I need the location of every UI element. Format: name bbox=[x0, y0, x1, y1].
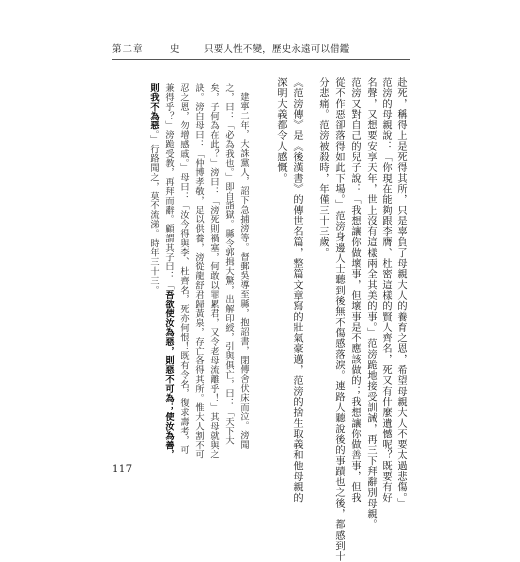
quote-line: 忍之恩，勿增感戚。」母曰：「汝今得與李、杜齊名，死亦何恨！既有令名，復求壽考，可 bbox=[178, 83, 189, 455]
body-line: 分悲痛。范滂被殺時，年僅三十三歲。 bbox=[317, 77, 328, 259]
quote-emphasis: 則我不為惡 bbox=[148, 83, 159, 130]
quote-emphasis: 吾欲使汝為惡，則惡不可為；使汝為善， bbox=[163, 289, 174, 460]
body-line: 從不作惡卻落得如此下場。」范滂身邊人士聽到後無不傷感落淚。連路人聽說後的事蹟也之後，都感到十 bbox=[333, 77, 344, 562]
body-line: 深明大義都令人感慨。 bbox=[275, 77, 286, 184]
body-line: 范滂又對自己的兒子說：「我想讓你做壞事，但壞事是不應該做的；我想讓你做善事，但我 bbox=[349, 77, 360, 503]
quote-line: 兼得乎？」滂跪受教，再拜而辭。顧謂其子曰：「吾欲使汝為惡，則惡不可為；使汝為善， bbox=[163, 83, 174, 460]
body-line: 赴死，稱得上是死得其所，只是辜負了母親大人的養育之恩，希望母親大人不要太過悲傷。」 bbox=[395, 77, 406, 509]
quote-line: 矣，子何為在此？」滂曰：「滂死則禍塞，何敢以罪累君，又令老母流離乎！」其母就與之 bbox=[208, 83, 219, 459]
quote-line: 之，曰：「必為我也。」即自詣獄。縣令郭揖大驚，出解印綬，引與俱亡，曰：「天下大 bbox=[223, 83, 234, 445]
header-title: 只要人性不變，歷史永遠可以借鑑 bbox=[204, 44, 350, 55]
body-line: 范滂的母親說：「你現在能夠跟李膺、杜密這樣的賢人齊名，死又有什麼遺憾呢？既要有好 bbox=[380, 77, 391, 503]
quote-line: 則我不為惡。」行路聞之，莫不流涕。時年三十三。 bbox=[148, 83, 159, 295]
quote-line: 建寧二年，大誅黨人，詔下急捕滂等。督郵吳導至縣，抱詔書，閉傳舍伏床而泣。滂聞 bbox=[238, 92, 249, 450]
body-line: 名聲，又想要安享天年，世上沒有這樣兩全其美的事。」范滂跪地接受訓誡，再三下拜辭別母親。 bbox=[365, 77, 376, 530]
quote-line: 訣。滂白母曰：「仲博孝敬，足以供養，滂從龍舒君歸黃泉，存亡各得其所。惟大人割不可 bbox=[193, 83, 204, 459]
chapter-label: 第二章 bbox=[112, 44, 144, 55]
body-line: 《范滂傳》是《後漢書》的傳世名篇，整篇文章寫的壯氣豪邁，范滂的捨生取義和他母親的 bbox=[291, 77, 302, 503]
page-number: 117 bbox=[112, 464, 133, 475]
subject-label: 史 bbox=[170, 44, 181, 55]
running-header bbox=[112, 41, 412, 59]
header-divider bbox=[112, 59, 410, 60]
